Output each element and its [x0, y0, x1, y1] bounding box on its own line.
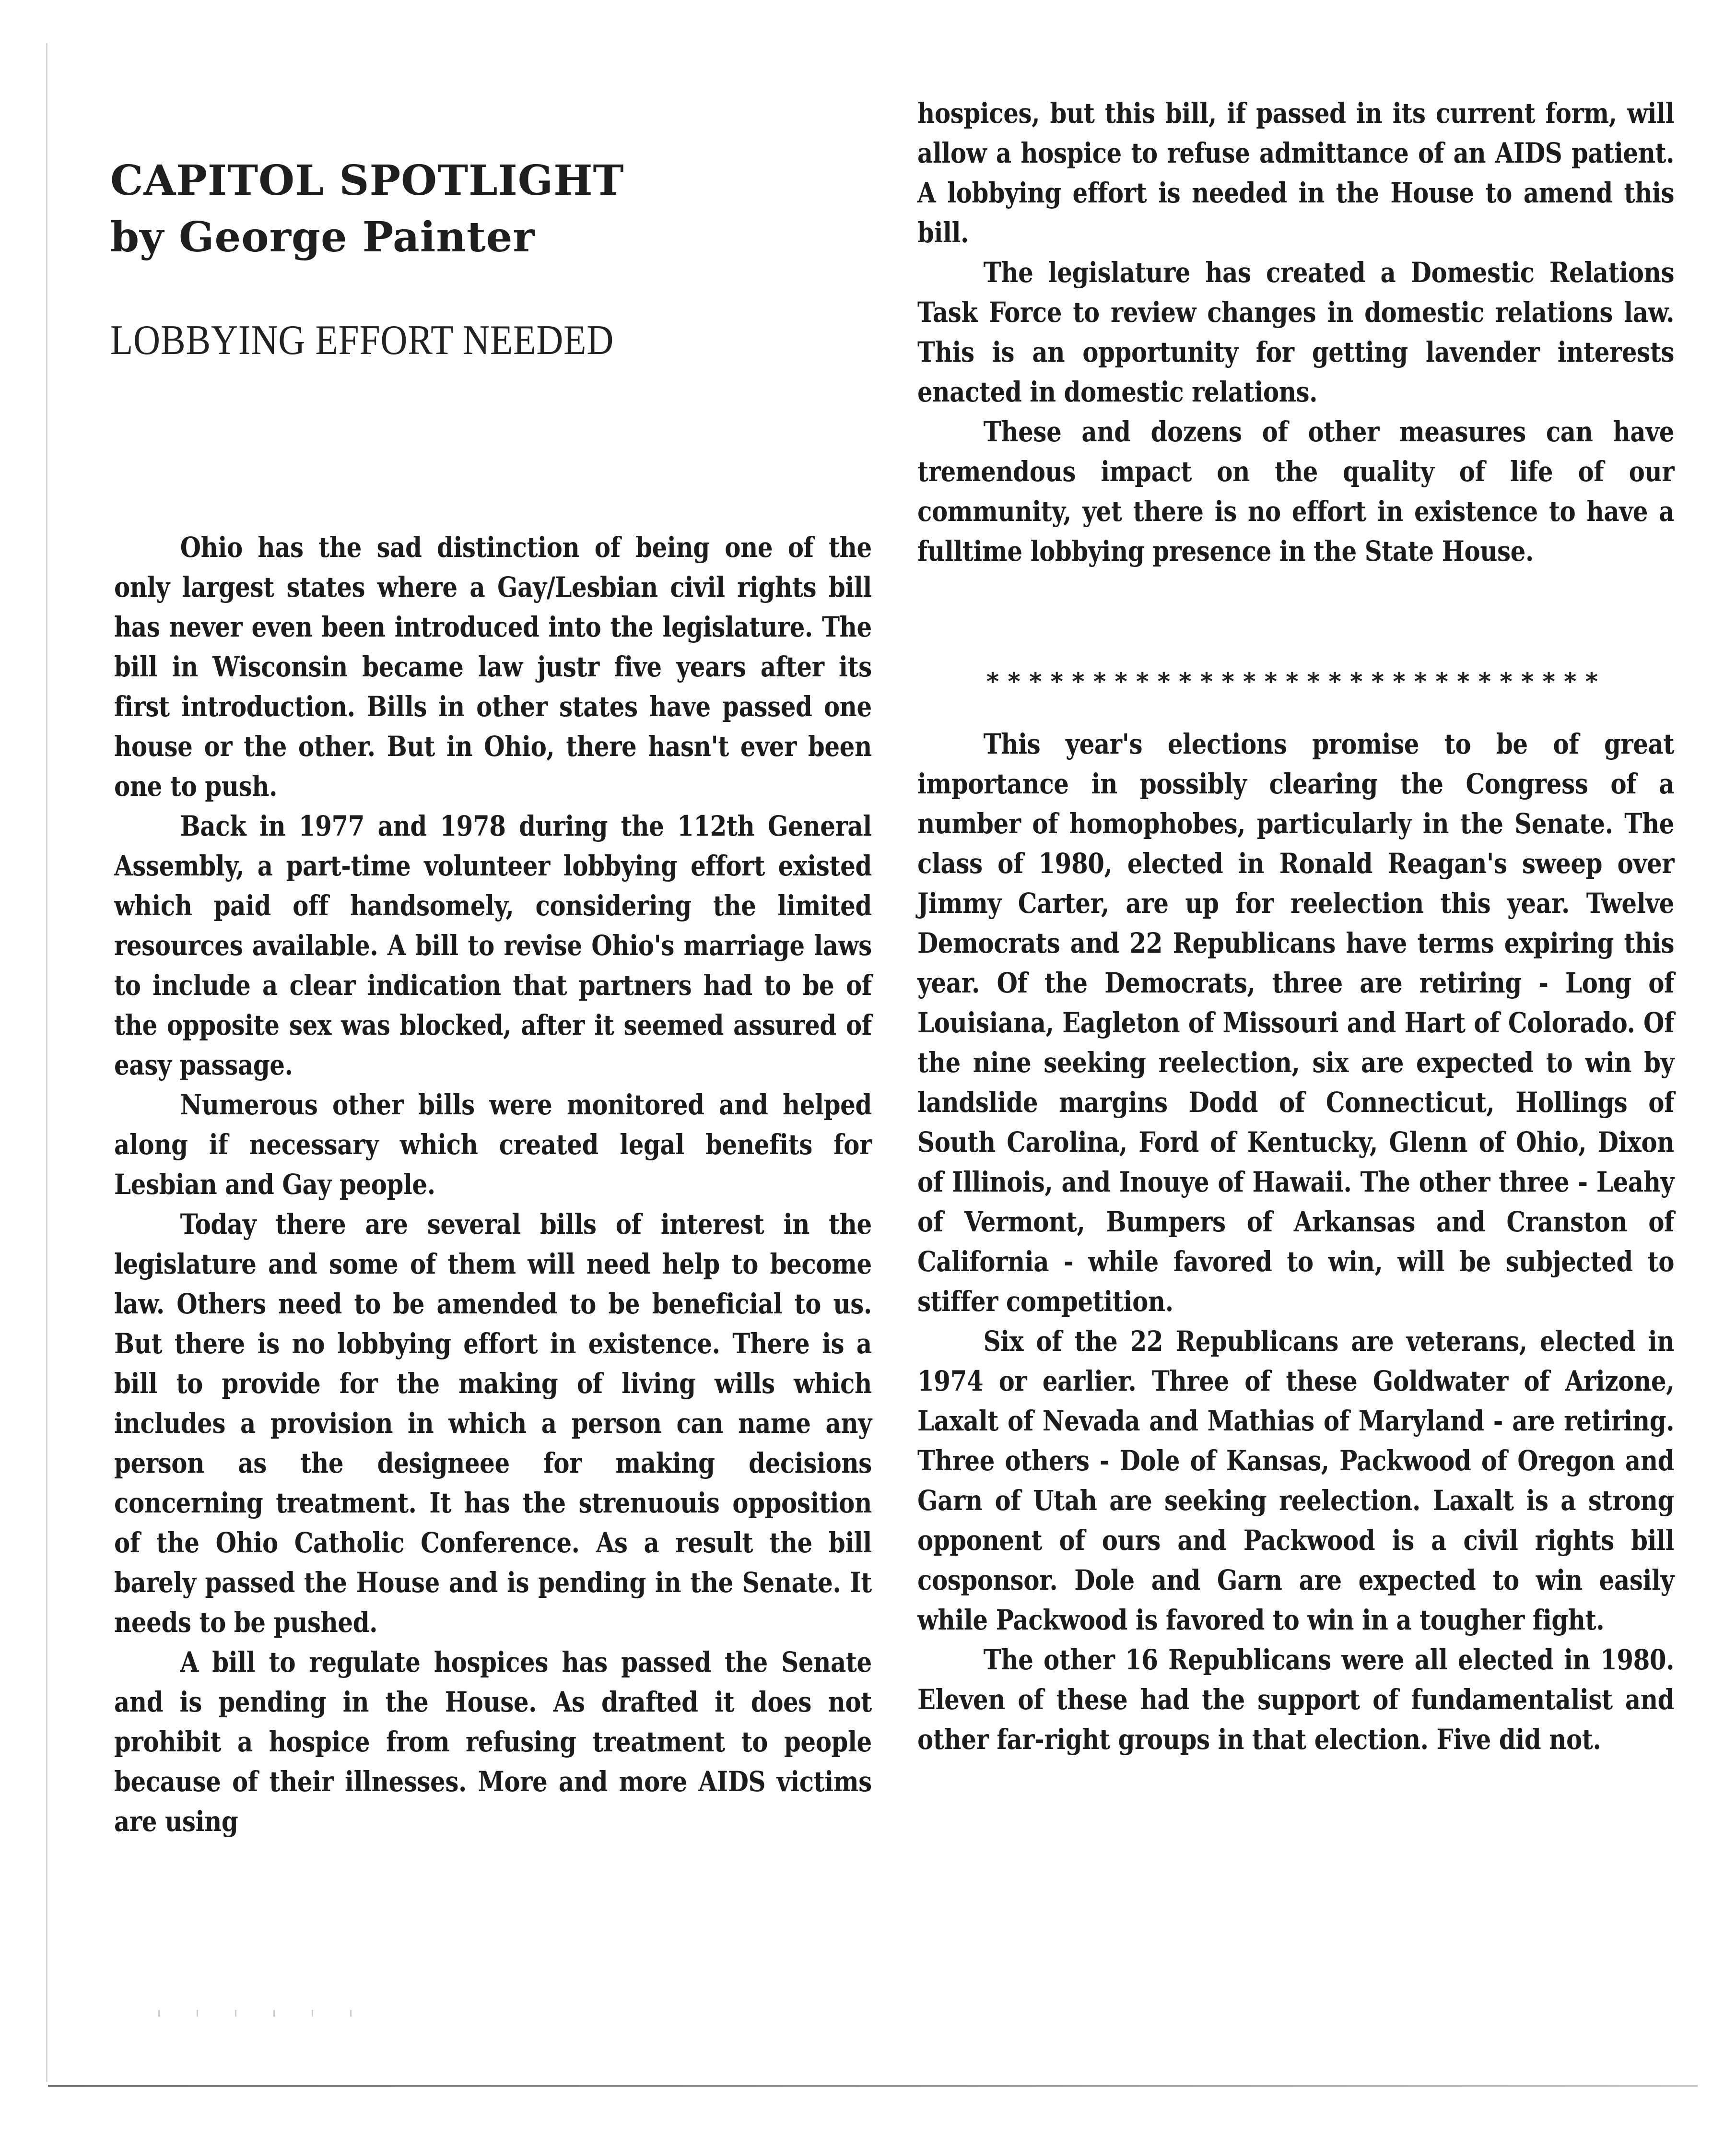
paragraph: Six of the 22 Republicans are veterans, elected in 1974 or earlier. Three of these Goldwater of Arizone, Laxalt of Nevada and Mathias of Maryland - are retiring. Three others - Dole of Kansas, Packwood of Oregon and Garn of Utah are seeking reelection. Laxalt is a strong opponent of ours and Packwood is a civil rights bill cosponsor. Dole and Garn are expected to win easily while Packwood is favored to win in a tougher fight.	[917, 1325, 1675, 1636]
paragraph: This year's elections promise to be of great importance in possibly clearing the Congress of a number of homophobes, particularly in the Senate. The class of 1980, elected in Ronald Reagan's sweep over Jimmy Carter, are up for reelection this year. Twelve Democrats and 22 Republicans have terms expiring this year. Of the Democrats, three are retiring - Long of Louisiana, Eagleton of Missouri and Hart of Colorado. Of the nine seeking reelection, six are expected to win by landslide margins Dodd of Connecticut, Hollings of South Carolina, Ford of Kentucky, Glenn of Ohio, Dixon of Illinois, and Inouye of Hawaii. The other three - Leahy of Vermont, Bumpers of Arkansas and Cranston of California - while favored to win, will be subjected to stiffer competition.	[917, 728, 1675, 1318]
section-separator: *****************************	[985, 668, 1606, 696]
paragraph: Back in 1977 and 1978 during the 112th General Assembly, a part-time volunteer lobbying effort existed which paid off handsomely, considering the limited resources available. A bill to revise Ohio's marriage laws to include a clear indication that partners had to be of the opposite sex was blocked, after it seemed assured of easy passage.	[114, 810, 872, 1081]
paragraph: A bill to regulate hospices has passed the Senate and is pending in the House. As drafted it does not prohibit a hospice from refusing treatment to people because of their illnesses. More and more AIDS victims are using	[114, 1646, 872, 1838]
cutoff-text-fragment	[139, 2010, 364, 2017]
paragraph: The other 16 Republicans were all elected in 1980. Eleven of these had the support of fundamentalist and other far-right groups in that election. Five did not.	[917, 1643, 1675, 1756]
right-column-body-bottom	[917, 724, 1674, 1760]
title-column-name: CAPITOL SPOTLIGHT	[110, 156, 624, 205]
page-bottom-rule	[48, 2085, 1698, 2087]
paragraph: The legislature has created a Domestic Relations Task Force to review changes in domestic relations law. This is an opportunity for getting lavender interests enacted in domestic relations.	[917, 256, 1675, 408]
paragraph: These and dozens of other measures can have tremendous impact on the quality of life of our community, yet there is no effort in existence to have a fulltime lobbying presence in the State House.	[917, 415, 1675, 567]
paragraph: hospices, but this bill, if passed in its current form, will allow a hospice to refuse admittance of an AIDS patient. A lobbying effort is needed in the House to amend this bill.	[917, 97, 1675, 249]
paragraph: Numerous other bills were monitored and helped along if necessary which created legal benefits for Lesbian and Gay people.	[114, 1088, 872, 1201]
left-column-body	[114, 528, 872, 1842]
right-column-body-top	[917, 94, 1674, 571]
paragraph: Ohio has the sad distinction of being one of the only largest states where a Gay/Lesbian civil rights bill has never even been introduced into the legislature. The bill in Wisconsin became law justr five years after its first introduction. Bills in other states have passed one house or the other. But in Ohio, there hasn't ever been one to push.	[114, 531, 872, 803]
paragraph: Today there are several bills of interest in the legislature and some of them will need help to become law. Others need to be amended to be beneficial to us. But there is no lobbying effort in existence. There is a bill to provide for the making of living wills which includes a provision in which a person can name any person as the designeee for making decisions concerning treatment. It has the strenuouis opposition of the Ohio Catholic Conference. As a result the bill barely passed the House and is pending in the Senate. It needs to be pushed.	[114, 1208, 872, 1639]
page-left-edge	[46, 43, 47, 2082]
article-subtitle: LOBBYING EFFORT NEEDED	[110, 317, 614, 364]
title-byline: by George Painter	[110, 213, 535, 261]
article-title	[110, 153, 624, 266]
